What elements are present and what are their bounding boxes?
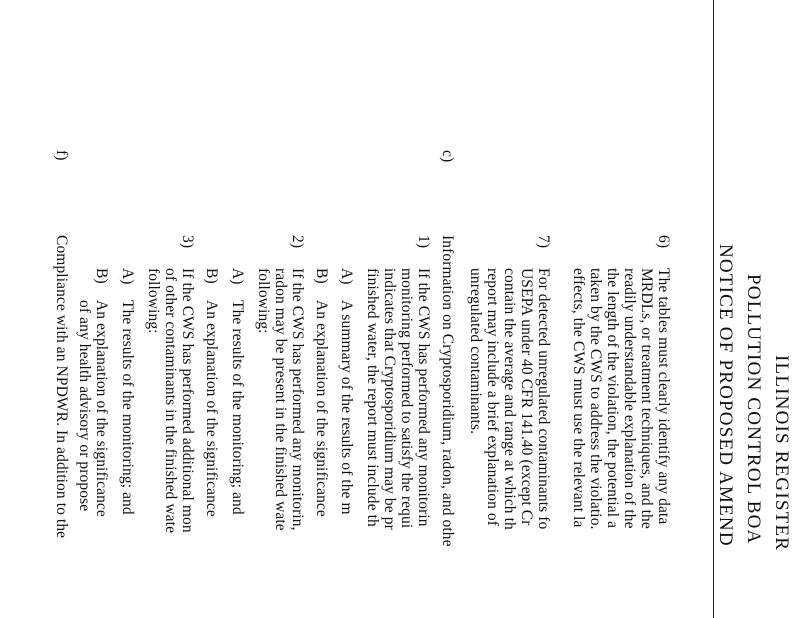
section-f-text: Compliance with an NPDWR. In addition to the bbox=[53, 235, 70, 539]
item-c3-B-line-1: An explanation of the significance bbox=[93, 300, 110, 517]
item-6-line-2: MRDLs, or treatment techniques, and the bbox=[638, 268, 655, 529]
board-title: POLLUTION CONTROL BOA bbox=[743, 274, 764, 545]
item-c1-line-1: If the CWS has performed any monitorin bbox=[415, 268, 432, 527]
item-c2-B-marker: B) bbox=[203, 268, 220, 284]
item-c3-marker: 3) bbox=[179, 235, 196, 249]
item-c3-B-line-2: of any health advisory or propose bbox=[76, 300, 93, 512]
item-6-line-5: taken by the CWS to address the violatio. bbox=[587, 268, 604, 530]
section-f-marker: f) bbox=[53, 150, 70, 161]
item-c3-B-marker: B) bbox=[93, 268, 110, 284]
item-c2-A-text: The results of the monitoring; and bbox=[229, 300, 246, 515]
item-6-line-1: The tables must clearly identify any data bbox=[655, 268, 672, 525]
item-c1-A-marker: A) bbox=[338, 268, 355, 285]
item-c2-A-marker: A) bbox=[229, 268, 246, 285]
item-c2-B-text: An explanation of the significance bbox=[203, 300, 220, 517]
item-c3-line-3: following: bbox=[145, 268, 162, 334]
header-rule bbox=[713, 0, 714, 618]
item-c1-marker: 1) bbox=[415, 235, 432, 249]
item-c3-A-text: The results of the monitoring; and bbox=[119, 300, 136, 515]
item-6-line-3: readily understandable explanation of the bbox=[621, 268, 638, 529]
item-c3-line-2: of other contaminants in the finished wate bbox=[162, 268, 179, 534]
notice-title: NOTICE OF PROPOSED AMEND bbox=[715, 244, 736, 547]
item-c1-line-4: finished water, the report must include th bbox=[364, 268, 381, 527]
item-c2-marker: 2) bbox=[289, 235, 306, 249]
item-c1-A-text: A summary of the results of the m bbox=[338, 300, 355, 515]
item-7-line-5: unregulated contaminants. bbox=[467, 268, 484, 435]
section-c-marker: c) bbox=[439, 150, 456, 163]
item-c3-line-1: If the CWS has performed additional mon bbox=[179, 268, 196, 533]
item-c1-B-marker: B) bbox=[313, 268, 330, 284]
item-c3-A-marker: A) bbox=[119, 268, 136, 285]
item-c2-line-3: following: bbox=[255, 268, 272, 334]
item-c1-B-text: An explanation of the significance bbox=[313, 300, 330, 517]
item-7-line-1: For detected unregulated contaminants fo bbox=[535, 268, 552, 530]
item-6-marker: 6) bbox=[655, 235, 672, 249]
item-c2-line-2: radon may be present in the finished wate bbox=[272, 268, 289, 531]
item-6-line-6: effects, the CWS must use the relevant la bbox=[570, 268, 587, 528]
item-c1-line-3: indicates that Cryptosporidium may be pr bbox=[381, 268, 398, 530]
section-c-heading: Information on Cryptosporidium, radon, and othe bbox=[439, 235, 456, 547]
item-c1-line-2: monitoring performed to satisfy the requi bbox=[398, 268, 415, 529]
item-7-marker: 7) bbox=[535, 235, 552, 249]
item-7-line-3: contain the average and range at which th bbox=[501, 268, 518, 530]
item-7-line-2: USEPA under 40 CFR 141.40 (except Cr bbox=[518, 268, 535, 526]
item-7-line-4: report may include a brief explanation of bbox=[484, 268, 501, 527]
item-c2-line-1: If the CWS has performed any monitorin, bbox=[289, 268, 306, 531]
item-6-line-4: the length of the violation, the potential a bbox=[604, 268, 621, 529]
register-title: ILLINOIS REGISTER bbox=[771, 355, 792, 552]
